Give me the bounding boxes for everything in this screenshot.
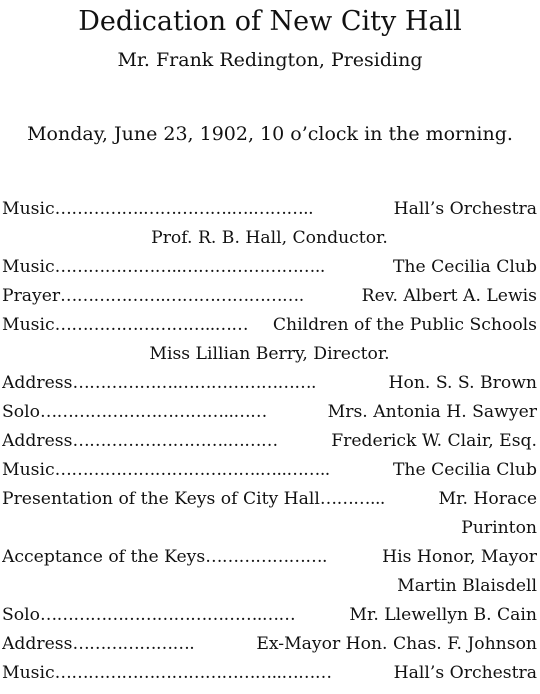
program-entry (2, 195, 537, 224)
event-date-time: Monday, June 23, 1902, 10 o’clock in the morning. (27, 123, 513, 145)
dot-leader: ……………………………..…… (39, 402, 267, 422)
dot-leader: ………………………………….…… (39, 605, 296, 625)
program-item-performer: Mr. Horace (438, 489, 537, 509)
program-item-label: Address (2, 431, 73, 451)
program-item-label: Music (2, 199, 55, 219)
program-item-label: Music (2, 460, 55, 480)
program-entry (2, 456, 537, 485)
program-entry (2, 311, 537, 340)
program-entry (2, 282, 537, 311)
program-item-label: Solo (2, 605, 40, 625)
program-item-performer: Frederick W. Clair, Esq. (331, 431, 537, 451)
program-continuation: Purinton (461, 518, 537, 538)
program-list (2, 195, 537, 688)
program-entry (2, 543, 537, 572)
program-item-performer: His Honor, Mayor (382, 547, 537, 567)
program-entry (2, 427, 537, 456)
dot-leader: …………………. (205, 547, 327, 567)
document-title: Dedication of New City Hall (78, 6, 462, 37)
program-entry (2, 630, 537, 659)
program-item-performer: The Cecilia Club (392, 257, 537, 277)
program-item-performer: Mr. Llewellyn B. Cain (349, 605, 537, 625)
dot-leader: …………….…………….….……….. (54, 199, 314, 219)
program-entry (2, 485, 537, 514)
program-item-label: Address (2, 634, 73, 654)
program-item-performer: Hall’s Orchestra (393, 199, 537, 219)
dot-leader: ………... (319, 489, 385, 509)
program-entry (2, 253, 537, 282)
dot-leader: ………………………..…… (54, 315, 249, 335)
program-item-label: Music (2, 257, 55, 277)
program-item-label: Acceptance of the Keys (2, 547, 206, 567)
program-entry (2, 369, 537, 398)
program-item-performer: Mrs. Antonia H. Sawyer (327, 402, 537, 422)
program-entry (2, 398, 537, 427)
program-entry (2, 601, 537, 630)
dot-leader: ……………….……………………. (60, 286, 304, 306)
program-item-performer: The Cecilia Club (392, 460, 537, 480)
dot-leader: ……………….……………………. (72, 373, 317, 393)
dot-leader: …………………. (72, 634, 195, 654)
program-note: Prof. R. B. Hall, Conductor. (151, 228, 388, 248)
program-item-label: Presentation of the Keys of City Hall (2, 489, 320, 509)
dot-leader: ……………………………….…..…….. (54, 460, 330, 480)
program-item-performer: Rev. Albert A. Lewis (361, 286, 537, 306)
program-item-label: Address (2, 373, 73, 393)
program-item-performer: Children of the Public Schools (272, 315, 537, 335)
program-item-performer: Hall’s Orchestra (393, 663, 537, 683)
program-item-label: Solo (2, 402, 40, 422)
program-item-performer: Ex-Mayor Hon. Chas. F. Johnson (256, 634, 537, 654)
dot-leader: …………………..…………………….. (54, 257, 325, 277)
presiding-officer: Mr. Frank Redington, Presiding (117, 49, 423, 71)
program-continuation: Martin Blaisdell (397, 576, 537, 596)
program-item-performer: Hon. S. S. Brown (388, 373, 537, 393)
dot-leader: ……………………….……… (72, 431, 278, 451)
program-note: Miss Lillian Berry, Director. (149, 344, 390, 364)
program-item-label: Prayer (2, 286, 61, 306)
dot-leader: …………………………………..……… (54, 663, 332, 683)
program-item-label: Music (2, 663, 55, 683)
program-item-label: Music (2, 315, 55, 335)
program-entry (2, 659, 537, 688)
